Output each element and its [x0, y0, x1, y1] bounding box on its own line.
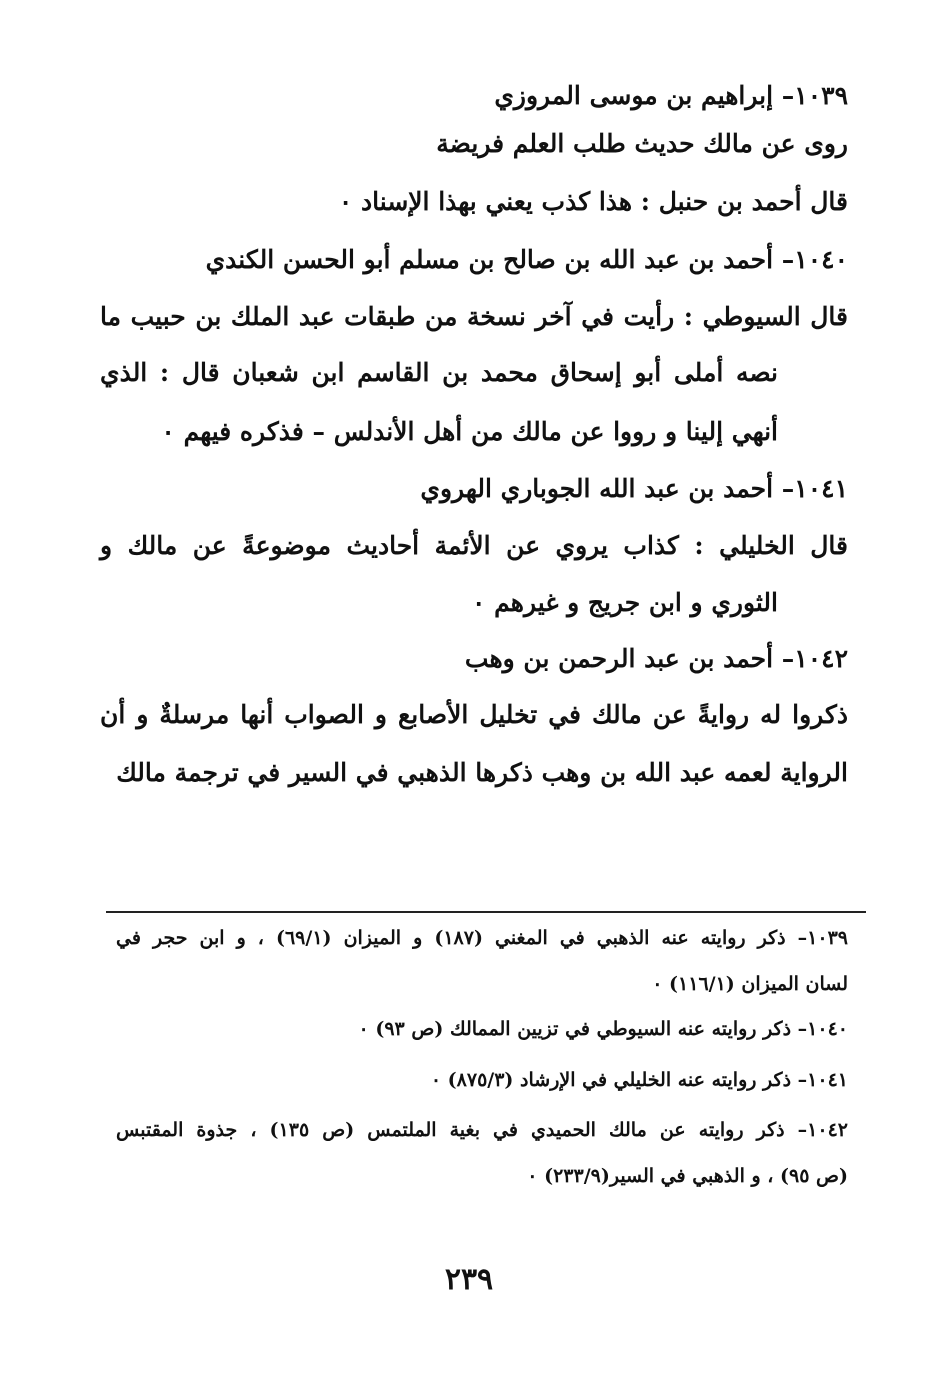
entry-1042-heading: ١٠٤٢– أحمد بن عبد الرحمن بن وهب: [464, 644, 848, 673]
footnote-1039: لسان الميزان (١١٦/١) ٠: [652, 973, 848, 995]
page-number: ٢٣٩: [444, 1262, 494, 1297]
footnote-divider: [106, 911, 866, 913]
footnote-1040: ١٠٤٠– ذكر روايته عنه السيوطي في تزيين الممالك (ص ٩٣) ٠: [358, 1018, 848, 1040]
entry-1042-text: ذكروا له روايةً عن مالك في تخليل الأصابع و الصواب أنها مرسلةٌ و أن: [100, 700, 848, 729]
footnote-1042: ١٠٤٢– ذكر روايته عن مالك الحميدي في بغية الملتمس (ص ١٣٥) ، جذوة المقتبس: [116, 1119, 848, 1141]
entry-1041-text: الثوري و ابن جريج و غيرهم ٠: [472, 588, 778, 617]
entry-1040-heading: ١٠٤٠– أحمد بن عبد الله بن صالح بن مسلم أبو الحسن الكندي: [205, 245, 848, 274]
entry-1042-text: الرواية لعمه عبد الله بن وهب ذكرها الذهبي في السير في ترجمة مالك: [116, 758, 848, 787]
entry-1040-text: أنهي إلينا و رووا عن مالك من أهل الأندلس – فذكره فيهم ٠: [161, 417, 778, 446]
entry-1041-text: قال الخليلي : كذاب يروي عن الأئمة أحاديث موضوعةً عن مالك و: [100, 531, 848, 560]
entry-1039-text: قال أحمد بن حنبل : هذا كذب يعني بهذا الإسناد ٠: [338, 187, 848, 216]
entry-1040-text: قال السيوطي : رأيت في آخر نسخة من طبقات عبد الملك بن حبيب ما: [100, 302, 848, 331]
entry-1039-text: روى عن مالك حديث طلب العلم فريضة: [436, 129, 848, 158]
entry-1041-heading: ١٠٤١– أحمد بن عبد الله الجوباري الهروي: [420, 474, 848, 503]
entry-1040-text: نصه أملى أبو إسحاق محمد بن القاسم ابن شعبان قال : الذي: [100, 358, 778, 387]
footnote-1042: (ص ٩٥) ، و الذهبي في السير(٢٣٣/٩) ٠: [527, 1165, 848, 1187]
footnote-1041: ١٠٤١– ذكر روايته عنه الخليلي في الإرشاد (٨٧٥/٣) ٠: [430, 1069, 848, 1091]
entry-1039-heading: ١٠٣٩– إبراهيم بن موسى المروزي: [494, 81, 848, 110]
footnote-1039: ١٠٣٩– ذكر روايته عنه الذهبي في المغني (١٨٧) و الميزان (٦٩/١) ، و ابن حجر في: [116, 927, 848, 949]
